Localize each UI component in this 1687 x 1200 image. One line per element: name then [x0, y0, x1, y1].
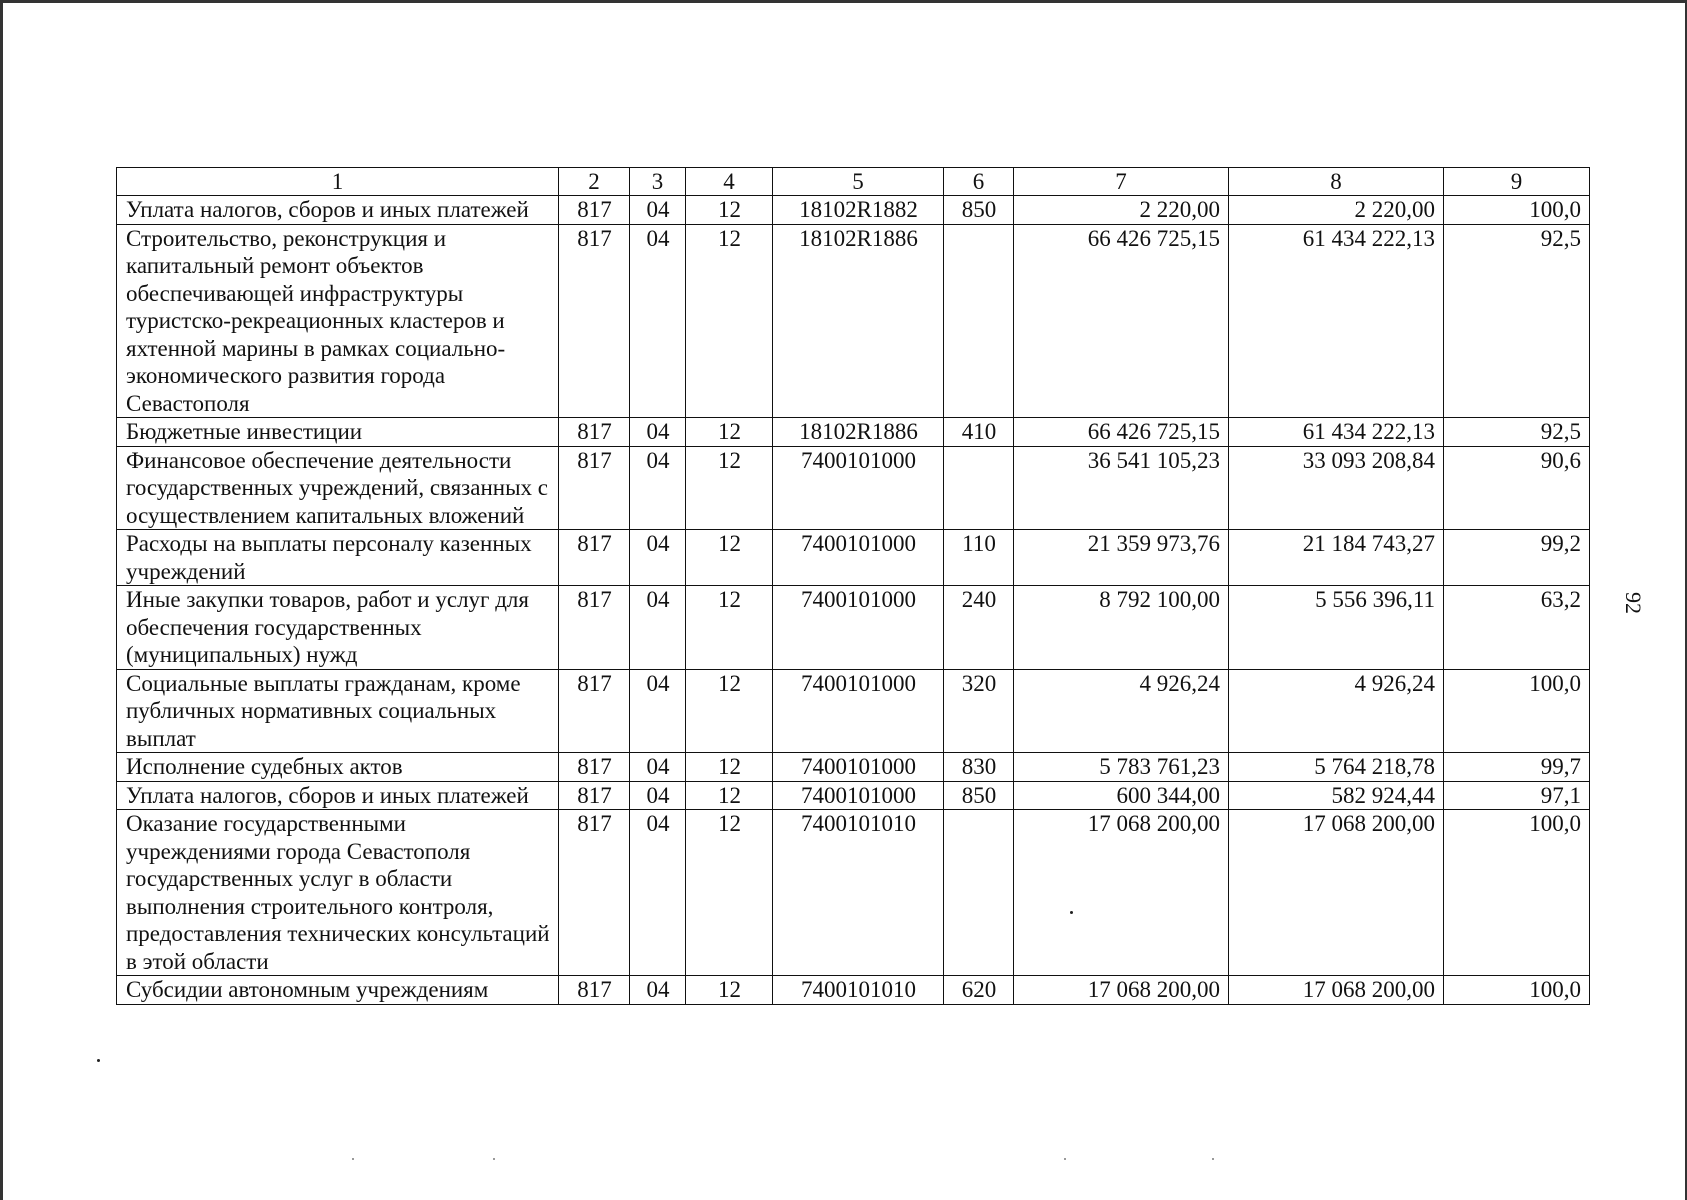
table-header-row — [117, 168, 1590, 196]
row-name: Иные закупки товаров, работ и услуг для обеспечения государственных (муниципальных) нужд — [117, 586, 559, 670]
column-header: 6 — [944, 168, 1014, 196]
scan-dot-mark — [97, 1059, 100, 1062]
cell-subsection: 12 — [686, 669, 773, 753]
cell-target-article: 7400101000 — [773, 753, 944, 782]
cell-subsection: 12 — [686, 530, 773, 586]
cell-target-article: 7400101000 — [773, 446, 944, 530]
cell-expense-type: 320 — [944, 669, 1014, 753]
column-header: 4 — [686, 168, 773, 196]
cell-percent: 92,5 — [1444, 418, 1590, 447]
cell-percent: 63,2 — [1444, 586, 1590, 670]
cell-ministry-code: 817 — [559, 586, 630, 670]
table-row — [117, 781, 1590, 810]
cell-section: 04 — [630, 976, 686, 1005]
cell-actual-amount: 61 434 222,13 — [1229, 224, 1444, 418]
table-row — [117, 224, 1590, 418]
cell-percent: 92,5 — [1444, 224, 1590, 418]
cell-actual-amount: 21 184 743,27 — [1229, 530, 1444, 586]
row-name: Финансовое обеспечение деятельности государственных учреждений, связанных с осуществлением капитальных вложений — [117, 446, 559, 530]
row-name: Расходы на выплаты персоналу казенных учреждений — [117, 530, 559, 586]
cell-target-article: 18102R1886 — [773, 224, 944, 418]
scan-border-top — [0, 0, 1687, 3]
scan-speck — [1212, 1158, 1214, 1160]
cell-percent: 97,1 — [1444, 781, 1590, 810]
cell-subsection: 12 — [686, 446, 773, 530]
cell-target-article: 7400101000 — [773, 669, 944, 753]
cell-target-article: 18102R1886 — [773, 418, 944, 447]
cell-expense-type — [944, 446, 1014, 530]
cell-ministry-code: 817 — [559, 669, 630, 753]
table-row — [117, 753, 1590, 782]
cell-subsection: 12 — [686, 418, 773, 447]
table-row — [117, 418, 1590, 447]
cell-plan-amount: 36 541 105,23 — [1014, 446, 1229, 530]
cell-section: 04 — [630, 586, 686, 670]
scan-dot-mark — [1070, 911, 1073, 914]
cell-ministry-code: 817 — [559, 810, 630, 976]
cell-expense-type: 830 — [944, 753, 1014, 782]
cell-section: 04 — [630, 810, 686, 976]
cell-expense-type — [944, 224, 1014, 418]
cell-section: 04 — [630, 781, 686, 810]
cell-actual-amount: 17 068 200,00 — [1229, 976, 1444, 1005]
table-row — [117, 810, 1590, 976]
cell-ministry-code: 817 — [559, 196, 630, 225]
cell-expense-type — [944, 810, 1014, 976]
cell-percent: 90,6 — [1444, 446, 1590, 530]
row-name: Строительство, реконструкция и капитальный ремонт объектов обеспечивающей инфраструктуры туристско-рекреационных кластеров и яхтенной марины в рамках социально-экономического развития города Севастополя — [117, 224, 559, 418]
cell-subsection: 12 — [686, 976, 773, 1005]
column-header: 5 — [773, 168, 944, 196]
cell-section: 04 — [630, 753, 686, 782]
cell-percent: 100,0 — [1444, 196, 1590, 225]
cell-section: 04 — [630, 418, 686, 447]
budget-table — [116, 167, 1590, 1005]
table-row — [117, 669, 1590, 753]
cell-percent: 99,2 — [1444, 530, 1590, 586]
cell-actual-amount: 5 556 396,11 — [1229, 586, 1444, 670]
cell-subsection: 12 — [686, 586, 773, 670]
cell-plan-amount: 21 359 973,76 — [1014, 530, 1229, 586]
cell-actual-amount: 17 068 200,00 — [1229, 810, 1444, 976]
cell-expense-type: 620 — [944, 976, 1014, 1005]
cell-subsection: 12 — [686, 781, 773, 810]
cell-expense-type: 110 — [944, 530, 1014, 586]
cell-plan-amount: 4 926,24 — [1014, 669, 1229, 753]
column-header: 7 — [1014, 168, 1229, 196]
cell-ministry-code: 817 — [559, 418, 630, 447]
row-name: Уплата налогов, сборов и иных платежей — [117, 781, 559, 810]
cell-plan-amount: 600 344,00 — [1014, 781, 1229, 810]
page-number: 92 — [1621, 592, 1646, 614]
cell-percent: 100,0 — [1444, 669, 1590, 753]
row-name: Бюджетные инвестиции — [117, 418, 559, 447]
cell-plan-amount: 8 792 100,00 — [1014, 586, 1229, 670]
cell-expense-type: 240 — [944, 586, 1014, 670]
cell-plan-amount: 17 068 200,00 — [1014, 810, 1229, 976]
column-header: 3 — [630, 168, 686, 196]
cell-plan-amount: 66 426 725,15 — [1014, 418, 1229, 447]
row-name: Исполнение судебных актов — [117, 753, 559, 782]
column-header: 9 — [1444, 168, 1590, 196]
cell-section: 04 — [630, 446, 686, 530]
cell-section: 04 — [630, 224, 686, 418]
cell-ministry-code: 817 — [559, 781, 630, 810]
cell-actual-amount: 4 926,24 — [1229, 669, 1444, 753]
row-name: Уплата налогов, сборов и иных платежей — [117, 196, 559, 225]
column-header: 8 — [1229, 168, 1444, 196]
scan-speck — [493, 1158, 495, 1160]
table-row — [117, 446, 1590, 530]
cell-plan-amount: 5 783 761,23 — [1014, 753, 1229, 782]
cell-expense-type: 850 — [944, 196, 1014, 225]
cell-target-article: 7400101000 — [773, 781, 944, 810]
cell-plan-amount: 2 220,00 — [1014, 196, 1229, 225]
column-header: 2 — [559, 168, 630, 196]
cell-percent: 100,0 — [1444, 810, 1590, 976]
cell-ministry-code: 817 — [559, 753, 630, 782]
cell-actual-amount: 61 434 222,13 — [1229, 418, 1444, 447]
cell-subsection: 12 — [686, 810, 773, 976]
cell-ministry-code: 817 — [559, 976, 630, 1005]
scan-speck — [1064, 1158, 1066, 1160]
cell-subsection: 12 — [686, 753, 773, 782]
cell-ministry-code: 817 — [559, 446, 630, 530]
table-row — [117, 976, 1590, 1005]
table-row — [117, 586, 1590, 670]
cell-actual-amount: 582 924,44 — [1229, 781, 1444, 810]
cell-subsection: 12 — [686, 224, 773, 418]
cell-target-article: 7400101010 — [773, 976, 944, 1005]
scan-border-left — [0, 0, 3, 1200]
cell-target-article: 7400101000 — [773, 530, 944, 586]
cell-ministry-code: 817 — [559, 224, 630, 418]
cell-expense-type: 850 — [944, 781, 1014, 810]
row-name: Оказание государственными учреждениями города Севастополя государственных услуг в области выполнения строительного контроля, предоставления технических консультаций в этой области — [117, 810, 559, 976]
cell-plan-amount: 17 068 200,00 — [1014, 976, 1229, 1005]
cell-section: 04 — [630, 669, 686, 753]
cell-percent: 100,0 — [1444, 976, 1590, 1005]
row-name: Социальные выплаты гражданам, кроме публичных нормативных социальных выплат — [117, 669, 559, 753]
cell-target-article: 7400101000 — [773, 586, 944, 670]
cell-section: 04 — [630, 196, 686, 225]
cell-actual-amount: 2 220,00 — [1229, 196, 1444, 225]
cell-ministry-code: 817 — [559, 530, 630, 586]
row-name: Субсидии автономным учреждениям — [117, 976, 559, 1005]
cell-section: 04 — [630, 530, 686, 586]
cell-actual-amount: 33 093 208,84 — [1229, 446, 1444, 530]
cell-subsection: 12 — [686, 196, 773, 225]
cell-actual-amount: 5 764 218,78 — [1229, 753, 1444, 782]
cell-plan-amount: 66 426 725,15 — [1014, 224, 1229, 418]
column-header: 1 — [117, 168, 559, 196]
table-row — [117, 196, 1590, 225]
cell-percent: 99,7 — [1444, 753, 1590, 782]
table-row — [117, 530, 1590, 586]
cell-target-article: 7400101010 — [773, 810, 944, 976]
cell-expense-type: 410 — [944, 418, 1014, 447]
cell-target-article: 18102R1882 — [773, 196, 944, 225]
scan-speck — [352, 1158, 354, 1160]
